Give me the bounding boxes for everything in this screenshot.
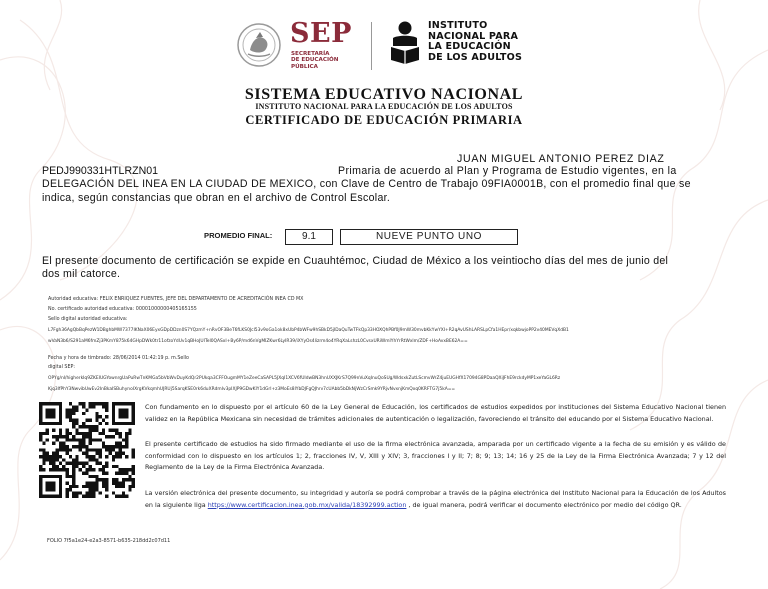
seal-line: L7Fgh36AgQbBqPezW1DBghbMW7377IKNaX06EyxGDpDDzn0S7YQzmY+nRvOF3BeT6fLKS0Jcl53v9oGa1ok8xUbP4bWFw9hSBkD5jIDaQuTwTFkQp33HOXQhPBf0J9mW30mvbKkYwYXI+R2qAvUShLARSLpCfa1HEpr/xqkbwjoPP2v40MEVqXdB1 (48, 328, 569, 333)
certificate-text-line-2: DELEGACIÓN DEL INEA EN LA CIUDAD DE MEXICO, con Clave de Centro de Trabajo 09FIA0001B, con el promedio final que se (42, 178, 691, 190)
mexico-coat-of-arms-icon (236, 22, 282, 68)
stamp-timestamp: Fecha y hora de timbrado: 28/06/2014 01:42:19 p. m.Sello (48, 356, 189, 361)
sep-seal-line: OPYg/nI/higherkIq9ZKEIUGYownrgUaPuRwTnKMGa5bVbWvDuyKdQr2PUkqa3CFFOugmMY1eZeeCaSAPL5JXqI1XCV6fUIdwBN3hnUXXJKrS7Q99nVuXqInuQoSUg/WdsxkZutLScmvWrZ4juEUGHfX17094G8PDaaQXiJFhE9rckdyMP1xeYaGL6Rz (48, 376, 561, 381)
certificate-text-line-1: Primaria de acuerdo al Plan y Programa de Estudio vigentes, en la (338, 165, 677, 177)
sep-seal-line: Kjq3lfPhY3NwvibUwEv2InBkaISBuhynoIXrgKVkqmhUJRUj5SarqKSE0rk6duXRdmIv3pIXJP9GDwKIY1dGrl+z3MoEs8lYbDJFgQJhrv7cUAbb5bDkNjWzCrSmk9YRjvNvxnjKmQxq0KRFTG7j5kA== (48, 387, 456, 392)
legal-paragraph-validity: Con fundamento en lo dispuesto por el artículo 60 de la Ley General de Educación, los certificados de estudios expedidos por instituciones del Sistema Educativo Nacional tienen validez en la República Mexicana sin necesidad de trámites adicionales de autenticación o legalización, favoreciendo el tránsito del educando por el Sistema Educativo Nacional. (145, 403, 726, 423)
system-title: SISTEMA EDUCATIVO NACIONAL (244, 86, 524, 103)
institute-title: INSTITUTO NACIONAL PARA LA EDUCACIÓN DE LOS ADULTOS (255, 102, 513, 111)
certificate-title: CERTIFICADO DE EDUCACIÓN PRIMARIA (245, 113, 523, 127)
sep-seal-label: digital SEP: (48, 365, 76, 370)
final-grade-number: 9.1 (285, 229, 333, 245)
verification-link[interactable]: https://www.certificacion.inea.gob.mx/valida/18392999.action (207, 500, 407, 509)
expedition-line-2: dos mil catorce. (42, 268, 121, 280)
final-grade-words: NUEVE PUNTO UNO (340, 229, 518, 245)
expedition-line-1: El presente documento de certificación se expide en Cuauhtémoc, Ciudad de México a los veintiocho días del mes de junio del (42, 255, 669, 267)
authority-cert-number: No. certificado autoridad educativa: 00001000000405165155 (48, 307, 197, 312)
seal-line: wVaN3b6/S291aM6fmZj3PKmY875k64GHpDWk0tr11ofzoYdUv1qBHoJUlTeI0QASxI+By6P/md6nVgMIZKwr6LyIR39/iXYyOs4lizrm4o4YRqXaLshzL0CvsxURiWmlYhYrRtWxlm/ZDF+HoAvxBE62A== (48, 339, 468, 344)
student-name: JUAN MIGUEL ANTONIO PEREZ DIAZ (457, 153, 665, 165)
inea-logo (388, 20, 528, 72)
certificate-text-line-3: indica, según constancias que obran en el archivo de Control Escolar. (42, 192, 391, 204)
folio: FOLIO 7f5a1e24-e2a3-8571-b635-218dd2c07d11 (47, 538, 171, 544)
legal-paragraph-signature: El presente certificado de estudios ha sido firmado mediante el uso de la firma electrónica avanzada, amparada por un certificado vigente a la fecha de su emisión y es válido de conformidad con lo dispuesto en los artículos 1; 2, fracciones IV, V, XIII y XIV; 3, fracciones I y II; 7; 8; 9; 13; 14; 16 y 25 de la Ley de la Firma Electrónica Avanzada; 7 y 12 del Reglamento de la Ley de la Firma Electrónica Avanzada. (145, 440, 726, 472)
sep-name: SEP (290, 18, 352, 49)
final-grade-label: PROMEDIO FINAL: (204, 231, 273, 240)
inea-name: INSTITUTO NACIONAL PARA LA EDUCACIÓN DE LOS ADULTOS (428, 20, 523, 63)
seal-label: Sello digital autoridad educativa: (48, 317, 128, 322)
header-logos (0, 16, 768, 76)
sep-subtitle: SECRETARÍA DE EDUCACIÓN PÚBLICA (291, 51, 339, 70)
logo-divider (371, 22, 372, 70)
legal-paragraph-verification: La versión electrónica del presente documento, su integridad y autoría se podrá comprobar a través de la página electrónica del Instituto Nacional para la Educación de los Adultos en la siguiente liga https://www.certificacion.inea.gob.mx/valida/18392999.action , de igual manera, podrá verificar el documento electrónico por medio del código QR. (145, 489, 726, 509)
sep-logo (236, 18, 356, 76)
qr-code[interactable] (39, 402, 135, 498)
student-curp: PEDJ990331HTLRZN01 (42, 165, 158, 177)
authority-name: Autoridad educativa: FELIX ENRIQUEZ FUENTES, JEFE DEL DEPARTAMENTO DE ACREDITACIÓN INEA CD MX (48, 297, 304, 302)
person-reading-icon (388, 20, 422, 66)
